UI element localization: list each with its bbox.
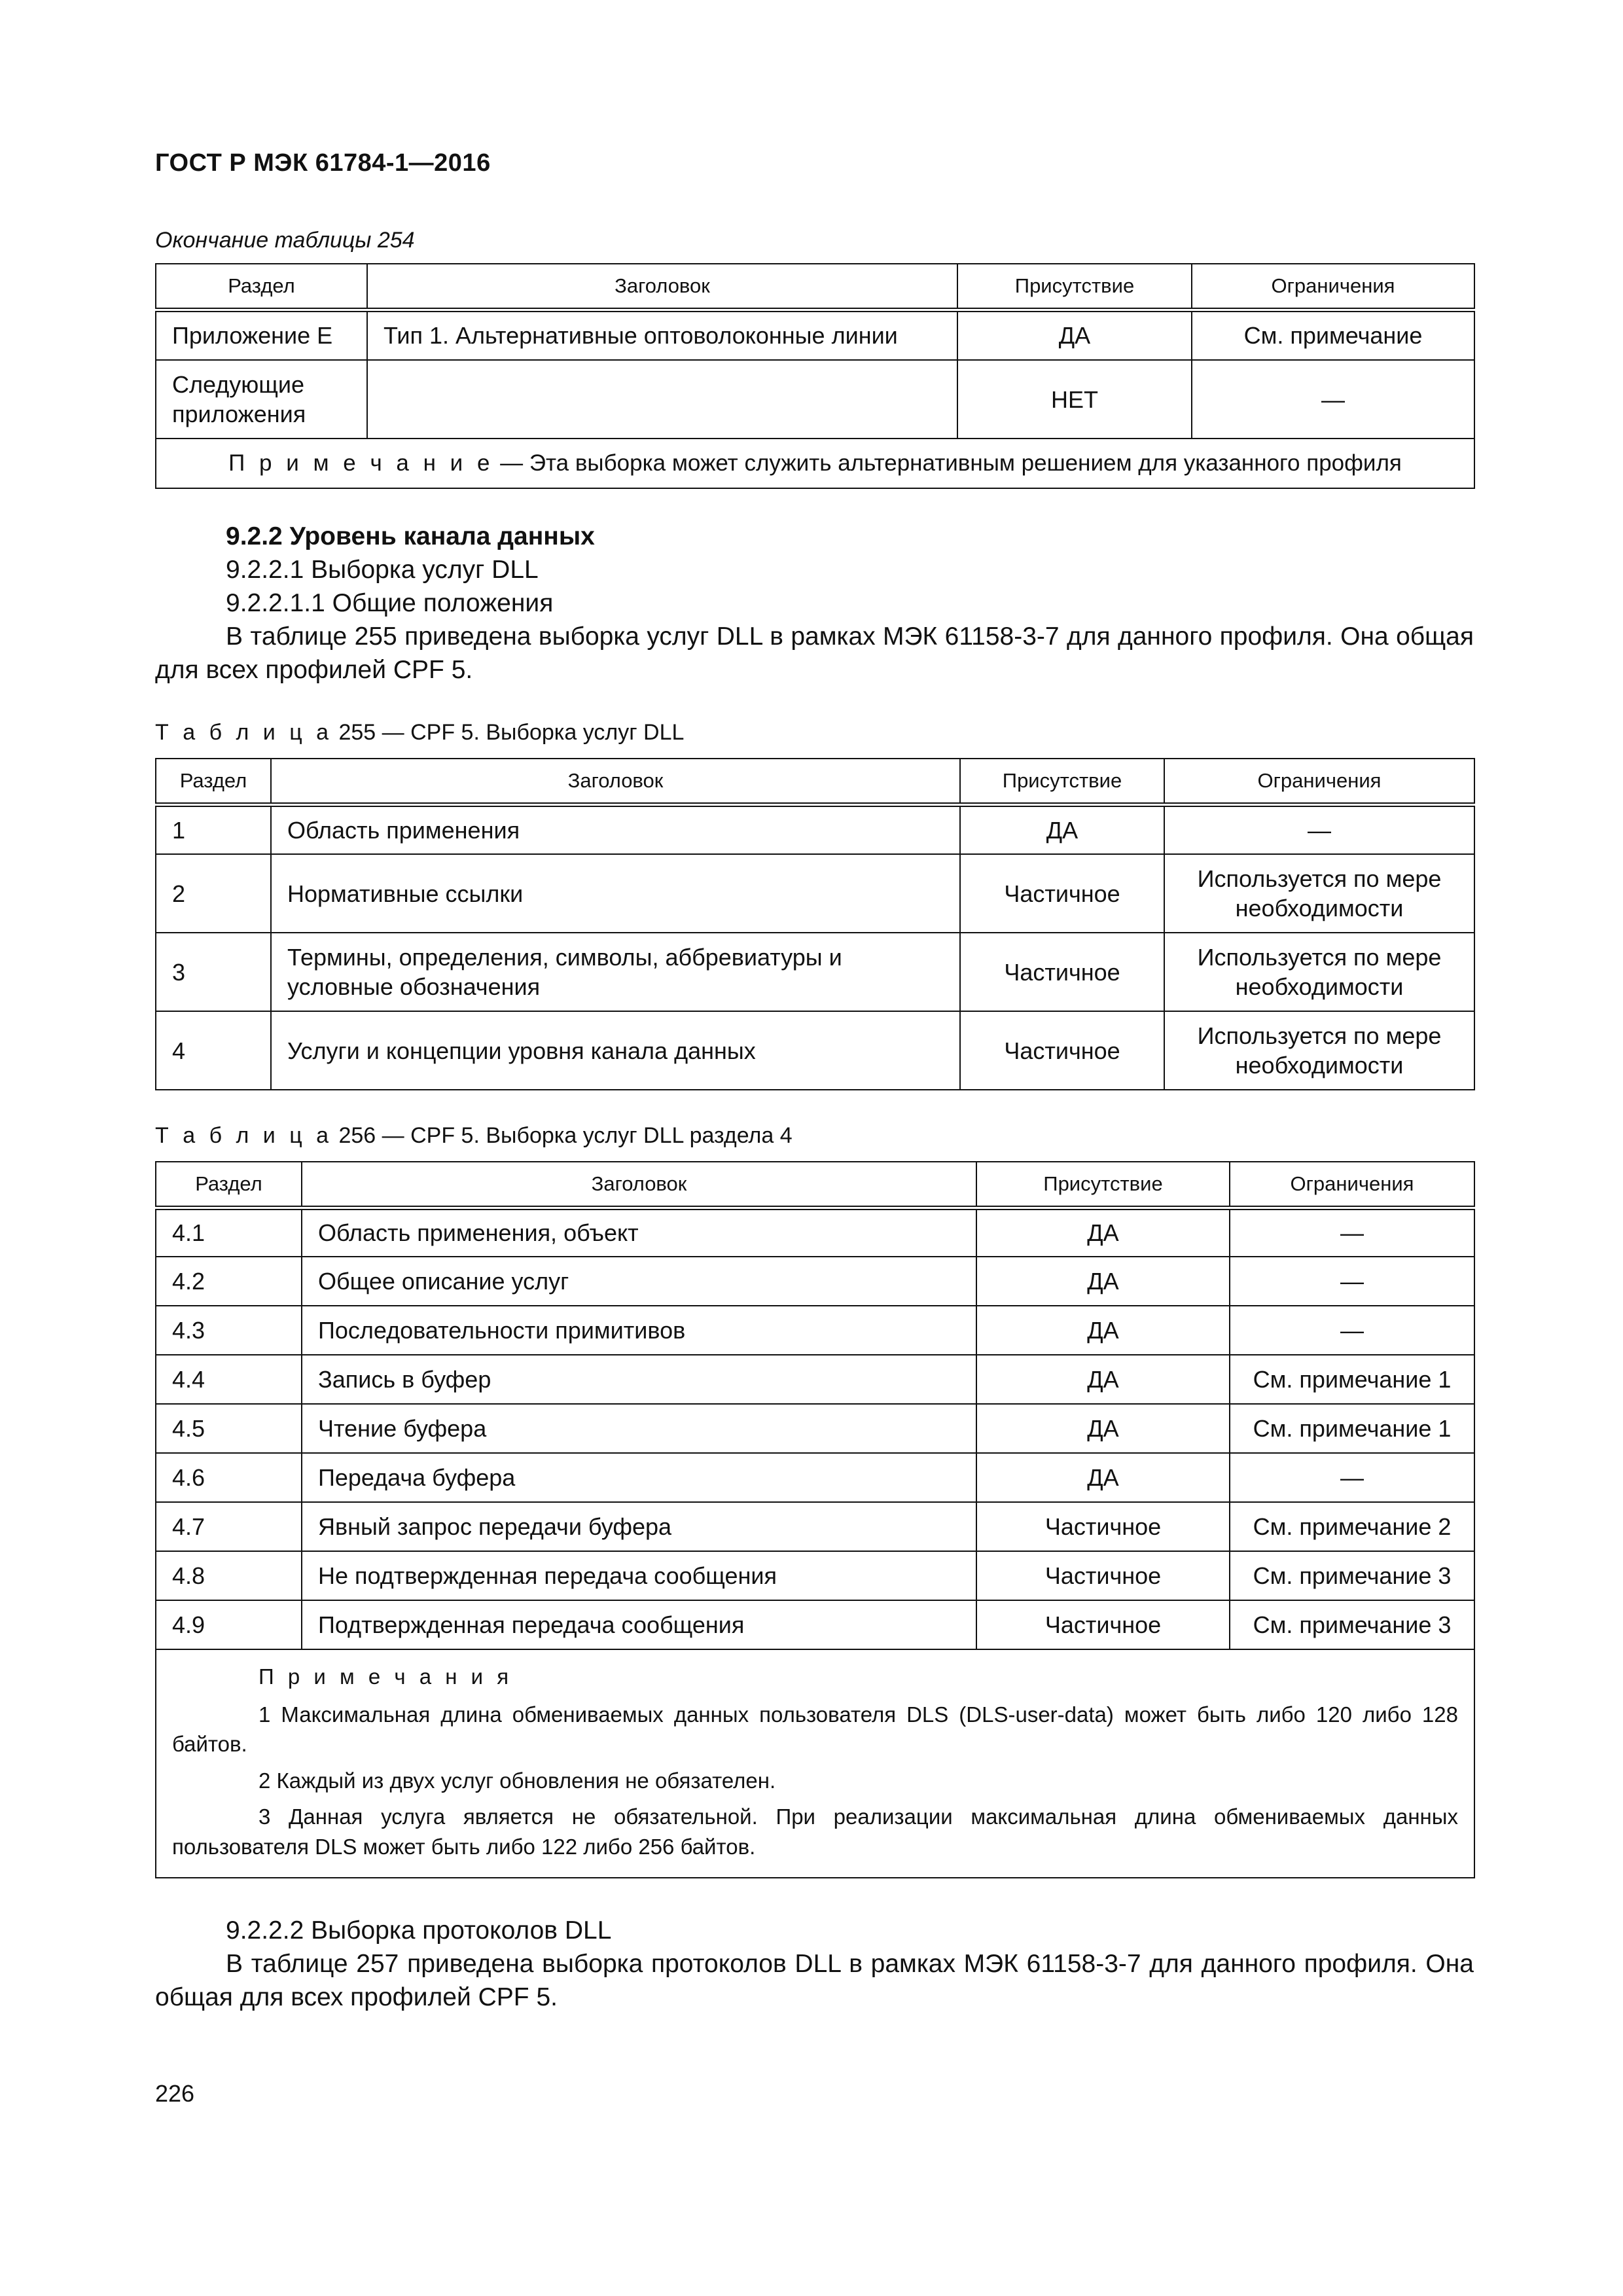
heading-9-2-2-2: 9.2.2.2 Выборка протоколов DLL xyxy=(226,1916,612,1945)
cell-title: Не подтвержденная передача сообщения xyxy=(302,1551,976,1600)
table-row xyxy=(156,804,1474,854)
table-256-caption xyxy=(155,1123,793,1149)
table-255 xyxy=(155,758,1475,1090)
table-row xyxy=(156,1257,1474,1306)
cell-section: 4.8 xyxy=(156,1551,302,1600)
column-header: Ограничения xyxy=(1192,264,1474,310)
cell-section: 4.4 xyxy=(156,1355,302,1404)
cell-constraints: См. примечание xyxy=(1192,310,1474,360)
heading-9-2-2-1-1: 9.2.2.1.1 Общие положения xyxy=(226,589,554,617)
cell-section: 4.5 xyxy=(156,1404,302,1453)
cell-section: 4.1 xyxy=(156,1208,302,1257)
cell-constraints: Используется по мере необходимости xyxy=(1164,854,1474,933)
cell-constraints: — xyxy=(1192,360,1474,439)
note-item: 2 Каждый из двух услуг обновления не обязателен. xyxy=(259,1768,776,1793)
cell-presence: Частичное xyxy=(976,1502,1230,1551)
table-row xyxy=(156,1551,1474,1600)
cell-presence: ДА xyxy=(976,1355,1230,1404)
table-row xyxy=(156,1502,1474,1551)
cell-constraints: — xyxy=(1230,1453,1474,1502)
cell-presence: Частичное xyxy=(960,933,1164,1011)
cell-presence: Частичное xyxy=(960,854,1164,933)
cell-section: Приложение E xyxy=(156,310,367,360)
cell-presence: ДА xyxy=(976,1306,1230,1355)
column-header: Ограничения xyxy=(1230,1162,1474,1208)
cell-section: 4.2 xyxy=(156,1257,302,1306)
column-header: Присутствие xyxy=(976,1162,1230,1208)
caption-label: Т а б л и ц а xyxy=(155,720,333,745)
cell-title: Нормативные ссылки xyxy=(271,854,960,933)
cell-section: 4.6 xyxy=(156,1453,302,1502)
cell-presence: ДА xyxy=(960,804,1164,854)
cell-presence: НЕТ xyxy=(957,360,1192,439)
table-row xyxy=(156,854,1474,933)
table-row xyxy=(156,1600,1474,1649)
table-row xyxy=(156,1011,1474,1090)
cell-presence: ДА xyxy=(976,1453,1230,1502)
cell-presence: Частичное xyxy=(960,1011,1164,1090)
table-row xyxy=(156,1404,1474,1453)
cell-title xyxy=(367,360,957,439)
cell-section: 4.3 xyxy=(156,1306,302,1355)
cell-title: Явный запрос передачи буфера xyxy=(302,1502,976,1551)
cell-title: Термины, определения, символы, аббревиатуры и условные обозначения xyxy=(271,933,960,1011)
table-notes-row xyxy=(156,1649,1474,1878)
table-row xyxy=(156,310,1474,360)
notes-title: П р и м е ч а н и я xyxy=(259,1664,513,1689)
cell-title: Область применения, объект xyxy=(302,1208,976,1257)
cell-constraints: — xyxy=(1230,1306,1474,1355)
column-header: Раздел xyxy=(156,759,271,804)
column-header: Ограничения xyxy=(1164,759,1474,804)
table-row xyxy=(156,1355,1474,1404)
caption-text: 256 — CPF 5. Выборка услуг DLL раздела 4 xyxy=(332,1123,793,1148)
cell-section: 2 xyxy=(156,854,271,933)
paragraph-table-257-intro: В таблице 257 приведена выборка протоколов DLL в рамках МЭК 61158-3-7 для данного профиля. Она общая для всех профилей CPF 5. xyxy=(155,1950,1474,2011)
table-notes xyxy=(156,1649,1474,1878)
cell-section: Следующие приложения xyxy=(156,360,367,439)
cell-constraints: См. примечание 3 xyxy=(1230,1551,1474,1600)
note-label: П р и м е ч а н и е xyxy=(228,450,494,476)
table-255-caption xyxy=(155,720,684,745)
column-header: Присутствие xyxy=(960,759,1164,804)
cell-presence: Частичное xyxy=(976,1600,1230,1649)
cell-constraints: См. примечание 3 xyxy=(1230,1600,1474,1649)
heading-9-2-2-1: 9.2.2.1 Выборка услуг DLL xyxy=(226,556,539,584)
cell-title: Подтвержденная передача сообщения xyxy=(302,1600,976,1649)
table-254-caption: Окончание таблицы 254 xyxy=(155,228,415,253)
column-header: Раздел xyxy=(156,1162,302,1208)
column-header: Заголовок xyxy=(271,759,960,804)
cell-title: Общее описание услуг xyxy=(302,1257,976,1306)
note-text: — Эта выборка может служить альтернативным решением для указанного профиля xyxy=(493,450,1402,476)
cell-section: 1 xyxy=(156,804,271,854)
table-row xyxy=(156,1306,1474,1355)
cell-title: Тип 1. Альтернативные оптоволоконные линии xyxy=(367,310,957,360)
heading-9-2-2: 9.2.2 Уровень канала данных xyxy=(226,522,595,550)
table-note-row xyxy=(156,439,1474,488)
table-254 xyxy=(155,263,1475,489)
cell-constraints: — xyxy=(1230,1208,1474,1257)
page-number: 226 xyxy=(155,2080,195,2107)
cell-presence: ДА xyxy=(976,1257,1230,1306)
cell-constraints: Используется по мере необходимости xyxy=(1164,1011,1474,1090)
cell-section: 3 xyxy=(156,933,271,1011)
cell-constraints: См. примечание 1 xyxy=(1230,1355,1474,1404)
cell-presence: Частичное xyxy=(976,1551,1230,1600)
table-256 xyxy=(155,1161,1475,1878)
cell-title: Последовательности примитивов xyxy=(302,1306,976,1355)
column-header: Заголовок xyxy=(367,264,957,310)
cell-title: Услуги и концепции уровня канала данных xyxy=(271,1011,960,1090)
table-row xyxy=(156,933,1474,1011)
note-item: 3 Данная услуга является не обязательной. При реализации максимальная длина обмениваемых данных пользователя DLS может быть либо 122 либо 256 байтов. xyxy=(172,1804,1458,1859)
cell-title: Чтение буфера xyxy=(302,1404,976,1453)
caption-text: 255 — CPF 5. Выборка услуг DLL xyxy=(332,720,685,745)
table-row xyxy=(156,360,1474,439)
cell-constraints: — xyxy=(1164,804,1474,854)
cell-title: Запись в буфер xyxy=(302,1355,976,1404)
column-header: Раздел xyxy=(156,264,367,310)
table-row xyxy=(156,1208,1474,1257)
caption-label: Т а б л и ц а xyxy=(155,1123,333,1148)
cell-title: Передача буфера xyxy=(302,1453,976,1502)
cell-constraints: См. примечание 2 xyxy=(1230,1502,1474,1551)
cell-constraints: — xyxy=(1230,1257,1474,1306)
note-item: 1 Максимальная длина обмениваемых данных пользователя DLS (DLS-user-data) может быть либо 120 либо 128 байтов. xyxy=(172,1702,1458,1757)
cell-presence: ДА xyxy=(976,1404,1230,1453)
cell-section: 4.7 xyxy=(156,1502,302,1551)
paragraph-table-255-intro: В таблице 255 приведена выборка услуг DLL в рамках МЭК 61158-3-7 для данного профиля. Она общая для всех профилей CPF 5. xyxy=(155,622,1474,684)
cell-presence: ДА xyxy=(976,1208,1230,1257)
table-row xyxy=(156,1453,1474,1502)
cell-presence: ДА xyxy=(957,310,1192,360)
document-header: ГОСТ Р МЭК 61784-1—2016 xyxy=(155,149,491,177)
column-header: Присутствие xyxy=(957,264,1192,310)
column-header: Заголовок xyxy=(302,1162,976,1208)
table-note xyxy=(156,439,1474,488)
cell-section: 4 xyxy=(156,1011,271,1090)
cell-constraints: См. примечание 1 xyxy=(1230,1404,1474,1453)
cell-constraints: Используется по мере необходимости xyxy=(1164,933,1474,1011)
cell-section: 4.9 xyxy=(156,1600,302,1649)
cell-title: Область применения xyxy=(271,804,960,854)
